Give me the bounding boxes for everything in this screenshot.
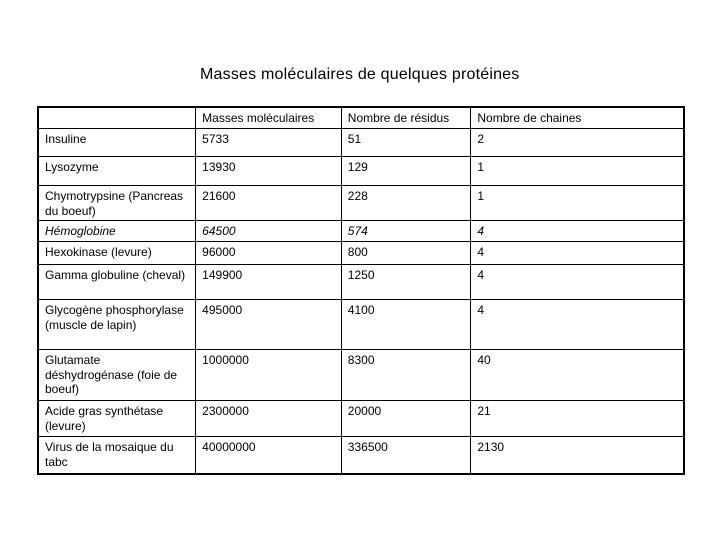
- cell-mass: 2300000: [196, 401, 342, 437]
- cell-residues: 4100: [341, 300, 471, 350]
- cell-chains: 4: [471, 300, 684, 350]
- cell-mass: 1000000: [196, 350, 342, 401]
- cell-protein-name: Gamma globuline (cheval): [38, 265, 196, 300]
- cell-chains: 2130: [471, 437, 684, 475]
- cell-mass: 13930: [196, 157, 342, 186]
- cell-residues: 8300: [341, 350, 471, 401]
- cell-residues: 129: [341, 157, 471, 186]
- table-row: [38, 157, 684, 186]
- cell-mass: 40000000: [196, 437, 342, 475]
- cell-mass: 495000: [196, 300, 342, 350]
- table-row: [38, 437, 684, 475]
- cell-residues: 20000: [341, 401, 471, 437]
- header-protein: [38, 107, 196, 129]
- cell-protein-name: Acide gras synthétase (levure): [38, 401, 196, 437]
- cell-chains: 21: [471, 401, 684, 437]
- table-row: [38, 186, 684, 221]
- cell-residues: 574: [341, 221, 471, 242]
- cell-mass: 96000: [196, 242, 342, 265]
- table-row: [38, 300, 684, 350]
- cell-protein-name: Chymotrypsine (Pancreas du boeuf): [38, 186, 196, 221]
- table-header-row: [38, 107, 684, 129]
- table-row: [38, 401, 684, 437]
- table-row: [38, 242, 684, 265]
- table-row: [38, 221, 684, 242]
- cell-chains: 1: [471, 186, 684, 221]
- cell-chains: 40: [471, 350, 684, 401]
- table-row: [38, 350, 684, 401]
- cell-mass: 21600: [196, 186, 342, 221]
- cell-chains: 2: [471, 129, 684, 157]
- cell-mass: 5733: [196, 129, 342, 157]
- table-row: [38, 129, 684, 157]
- cell-chains: 4: [471, 265, 684, 300]
- cell-residues: 800: [341, 242, 471, 265]
- cell-protein-name: Lysozyme: [38, 157, 196, 186]
- cell-chains: 1: [471, 157, 684, 186]
- cell-protein-name: Glutamate déshydrogénase (foie de boeuf): [38, 350, 196, 401]
- cell-chains: 4: [471, 221, 684, 242]
- cell-protein-name: Hexokinase (levure): [38, 242, 196, 265]
- header-chains: Nombre de chaines: [471, 107, 684, 129]
- header-residues: Nombre de résidus: [341, 107, 471, 129]
- cell-residues: 1250: [341, 265, 471, 300]
- header-mass: Masses moléculaires: [196, 107, 342, 129]
- cell-chains: 4: [471, 242, 684, 265]
- cell-protein-name: Hémoglobine: [38, 221, 196, 242]
- cell-residues: 51: [341, 129, 471, 157]
- cell-residues: 336500: [341, 437, 471, 475]
- cell-protein-name: Virus de la mosaique du tabc: [38, 437, 196, 475]
- table-row: [38, 265, 684, 300]
- cell-protein-name: Glycogène phosphorylase (muscle de lapin): [38, 300, 196, 350]
- cell-mass: 64500: [196, 221, 342, 242]
- page-title: Masses moléculaires de quelques protéines: [200, 66, 520, 83]
- protein-table: [37, 106, 685, 475]
- cell-residues: 228: [341, 186, 471, 221]
- cell-protein-name: Insuline: [38, 129, 196, 157]
- cell-mass: 149900: [196, 265, 342, 300]
